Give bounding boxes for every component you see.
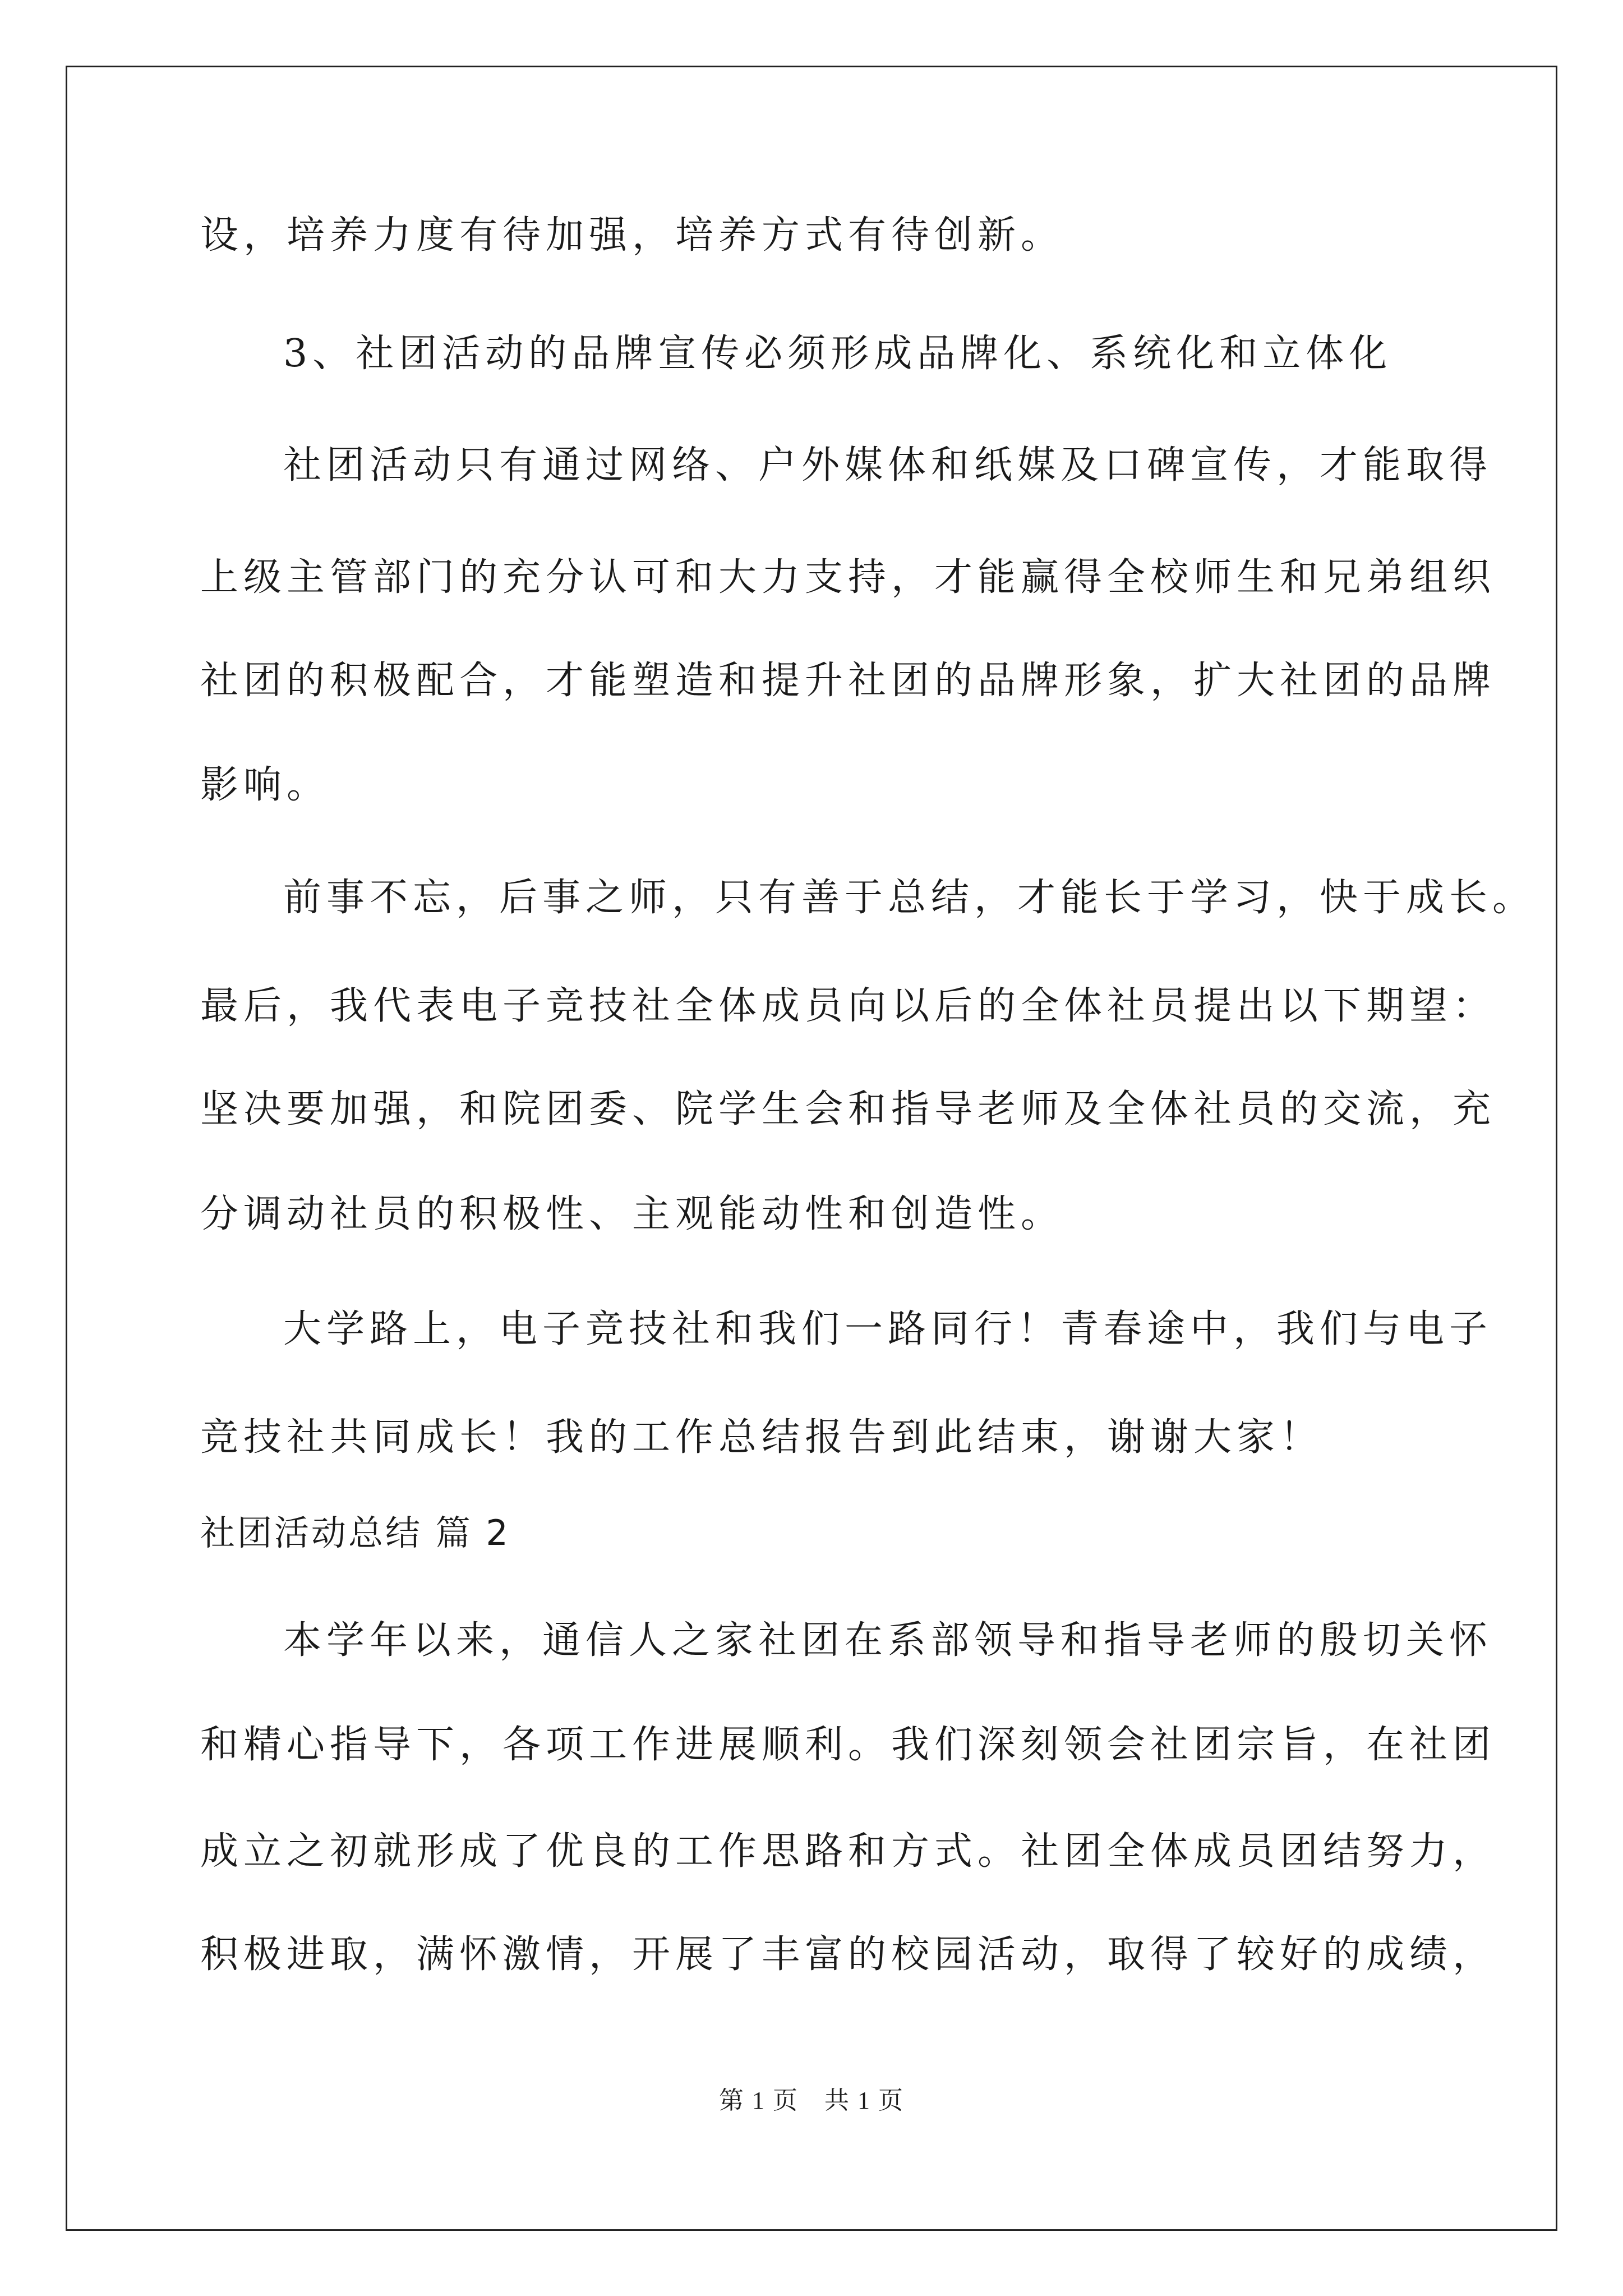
section-heading: 3、社团活动的品牌宣传必须形成品牌化、系统化和立体化	[283, 332, 1393, 376]
text-line: 社团的积极配合，才能塑造和提升社团的品牌形象，扩大社团的品牌	[200, 659, 1496, 703]
text-line: 社团活动只有通过网络、户外媒体和纸媒及口碑宣传，才能取得	[283, 443, 1493, 487]
page-number-footer: 第 1 页 共 1 页	[719, 2087, 904, 2114]
text-line: 影响。	[200, 763, 330, 807]
page-border	[66, 66, 1557, 2231]
text-line: 积极进取，满怀激情，开展了丰富的校园活动，取得了较好的成绩，	[200, 1932, 1496, 1977]
text-line: 竞技社共同成长！我的工作总结报告到此结束，谢谢大家！	[200, 1415, 1324, 1460]
text-line: 前事不忘，后事之师，只有善于总结，才能长于学习，快于成长。	[283, 876, 1536, 920]
text-line: 本学年以来，通信人之家社团在系部领导和指导老师的殷切关怀	[283, 1618, 1493, 1663]
text-line: 上级主管部门的充分认可和大力支持，才能赢得全校师生和兄弟组织	[200, 555, 1496, 600]
text-line: 分调动社员的积极性、主观能动性和创造性。	[200, 1192, 1064, 1236]
text-line: 最后，我代表电子竞技社全体成员向以后的全体社员提出以下期望：	[200, 984, 1496, 1028]
text-line: 大学路上，电子竞技社和我们一路同行！青春途中，我们与电子	[283, 1307, 1493, 1351]
text-line: 坚决要加强，和院团委、院学生会和指导老师及全体社员的交流，充	[200, 1087, 1496, 1131]
text-line: 设，培养力度有待加强，培养方式有待创新。	[200, 213, 1064, 257]
text-line: 成立之初就形成了优良的工作思路和方式。社团全体成员团结努力，	[200, 1829, 1496, 1874]
text-line: 和精心指导下，各项工作进展顺利。我们深刻领会社团宗旨，在社团	[200, 1723, 1496, 1767]
article-heading: 社团活动总结 篇 2	[200, 1512, 510, 1553]
